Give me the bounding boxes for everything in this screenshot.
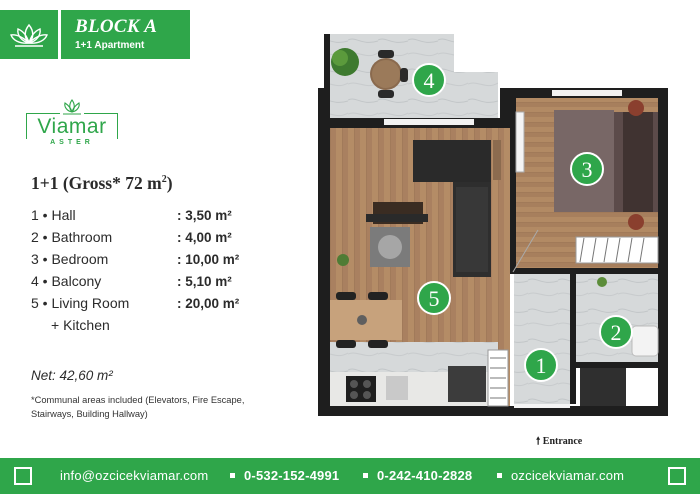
list-item xyxy=(31,251,271,273)
room-name: 2 • Bathroom xyxy=(31,229,113,245)
apartment-type: 1+1 Apartment xyxy=(75,40,145,51)
room-area: : 20,00 m² xyxy=(177,296,240,311)
room-name: 1 • Hall xyxy=(31,207,76,223)
room-area: : 3,50 m² xyxy=(177,208,232,223)
marker-2 xyxy=(600,316,632,348)
footer xyxy=(0,458,700,494)
list-item xyxy=(31,229,271,251)
room-name: 5 • Living Room xyxy=(31,295,130,311)
room-list xyxy=(31,207,271,339)
net-area: Net: 42,60 m² xyxy=(31,368,113,383)
living-room xyxy=(330,128,510,406)
footer-website[interactable]: ozcicekviamar.com xyxy=(511,468,625,483)
communal-note: *Communal areas included (Elevators, Fire Escape, Stairways, Building Hallway) xyxy=(31,395,245,419)
footer-phone-2[interactable]: 0-242-410-2828 xyxy=(377,468,473,483)
lotus-icon xyxy=(9,21,49,49)
svg-text:3: 3 xyxy=(581,157,593,182)
list-item xyxy=(31,273,271,295)
marker-1 xyxy=(525,349,557,381)
room-area: : 4,00 m² xyxy=(177,230,232,245)
svg-text:5: 5 xyxy=(428,286,440,311)
separator-dot xyxy=(497,473,502,478)
separator-dot xyxy=(230,473,235,478)
footer-email[interactable]: info@ozcicekviamar.com xyxy=(60,468,209,483)
lotus-logo xyxy=(0,10,58,59)
room-name-continuation: + Kitchen xyxy=(51,317,110,333)
block-title: BLOCK A xyxy=(75,16,158,37)
room-name: 3 • Bedroom xyxy=(31,251,109,267)
svg-text:4: 4 xyxy=(423,68,435,93)
list-item xyxy=(31,317,271,339)
list-item xyxy=(31,295,271,317)
brand-square-icon xyxy=(668,467,686,485)
unit-title: 1+1 (Gross* 72 $m^2$) xyxy=(31,173,173,193)
svg-text:1: 1 xyxy=(535,353,547,378)
marker-5 xyxy=(418,282,450,314)
list-item xyxy=(31,207,271,229)
brand-square-icon xyxy=(14,467,32,485)
room-name: 4 • Balcony xyxy=(31,273,102,289)
brand-name: Viamar xyxy=(37,115,107,138)
brand-subtitle: ASTER xyxy=(50,139,94,146)
balcony xyxy=(324,34,498,118)
svg-text:2: 2 xyxy=(610,320,622,345)
footer-phone-1[interactable]: 0-532-152-4991 xyxy=(244,468,340,483)
entrance-label: 🠕 Entrance xyxy=(536,436,583,447)
separator-dot xyxy=(363,473,368,478)
room-area: : 10,00 m² xyxy=(177,252,240,267)
arrow-up-icon: 🠕 xyxy=(536,436,541,447)
marker-3 xyxy=(571,153,603,185)
floor-plan xyxy=(318,32,668,417)
block-header xyxy=(0,10,190,59)
marker-4 xyxy=(413,64,445,96)
room-area: : 5,10 m² xyxy=(177,274,232,289)
brand-logo xyxy=(26,101,118,151)
lotus-icon xyxy=(60,99,84,115)
